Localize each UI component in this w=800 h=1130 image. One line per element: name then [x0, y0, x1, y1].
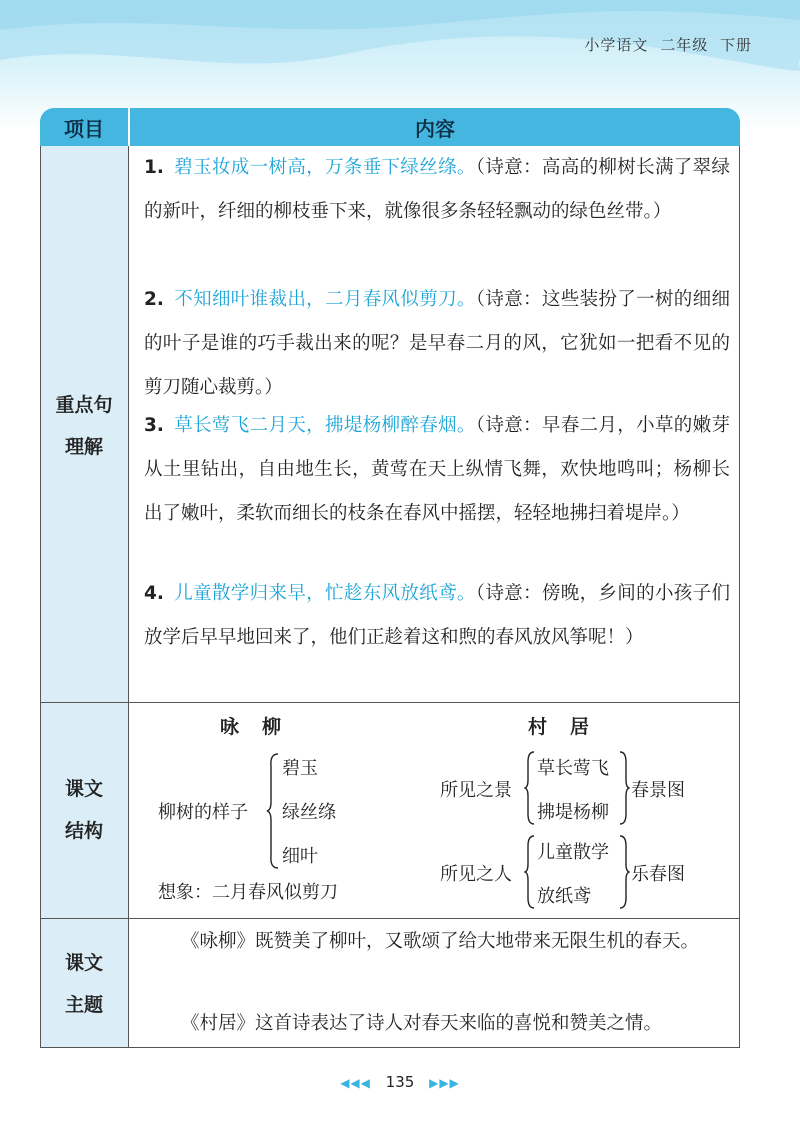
yongliu-title: 咏 柳: [220, 716, 284, 738]
yongliu-root: 柳树的样子: [158, 802, 248, 823]
border-left: [40, 146, 41, 1048]
header-item: 项目: [40, 108, 128, 146]
theme-paragraph-2: 《村居》这首诗表达了诗人对春天来临的喜悦和赞美之情。: [181, 1013, 663, 1034]
border-right: [739, 146, 740, 1048]
cunju-group2-left-brace: [524, 834, 536, 910]
cunju-group1-item-1: 草长莺飞: [537, 758, 609, 779]
cunju-group2-item-1: 儿童散学: [537, 842, 609, 863]
cunju-group1-left-brace: [524, 750, 536, 826]
label-structure: [40, 768, 128, 852]
poem-line: 儿童散学归来早，忙趁东风放纸鸢。: [173, 583, 476, 604]
row-divider-1: [40, 702, 740, 703]
poem-meaning: （诗意：早春二月，小草的嫩芽从土里钻出，自由地生长，黄莺在天上纵情飞舞，欢快地鸣叫；杨柳长出了嫩叶，柔软而细长的枝条在春风中摇摆，轻轻地拂扫着堤岸。）: [144, 415, 730, 524]
item-number: 2.: [144, 289, 164, 310]
poem-meaning: （诗意：高高的柳树长满了翠绿的新叶，纤细的柳枝垂下来，就像很多条轻轻飘动的绿色丝带。）: [144, 157, 730, 222]
label-column: [40, 146, 128, 1048]
header-subject: 小学语文: [584, 36, 649, 54]
sentence-item-2: [144, 278, 730, 410]
poem-line: 碧玉妆成一树高，万条垂下绿丝绦。: [173, 157, 476, 178]
cunju-group2-result: 乐春图: [631, 864, 685, 885]
yongliu-imagine: 想象：二月春风似剪刀: [158, 882, 338, 903]
cunju-group2-root: 所见之人: [440, 864, 512, 885]
poem-meaning: （诗意：傍晚，乡间的小孩子们放学后早早地回来了，他们正趁着这和煦的春风放风筝呢！）: [144, 583, 730, 648]
cunju-group1-root: 所见之景: [440, 780, 512, 801]
page-number: 135: [385, 1073, 415, 1091]
border-bottom: [40, 1047, 740, 1048]
cunju-group2-item-2: 放纸鸢: [537, 886, 591, 907]
column-divider: [128, 146, 129, 1048]
yongliu-branch-2: 绿丝绦: [282, 802, 336, 823]
sentence-item-4: [144, 572, 730, 660]
poem-line: 不知细叶谁裁出，二月春风似剪刀。: [173, 289, 476, 310]
yongliu-branch-1: 碧玉: [282, 758, 318, 779]
yongliu-brace: [266, 752, 280, 870]
label-key-line2: 理解: [64, 436, 103, 458]
yongliu-branch-3: 细叶: [282, 846, 318, 867]
label-theme-line1: 课文: [64, 952, 103, 974]
label-structure-line2: 结构: [64, 820, 103, 842]
sentence-item-3: [144, 404, 730, 536]
summary-table: [40, 108, 740, 1048]
header-grade: 二年级: [660, 36, 709, 54]
cunju-title: 村 居: [528, 716, 592, 738]
header-content: 内容: [130, 108, 740, 146]
poem-line: 草长莺飞二月天，拂堤杨柳醉春烟。: [173, 415, 476, 436]
row-divider-2: [40, 918, 740, 919]
label-key-sentences: [40, 384, 128, 468]
next-arrows-icon: ▶▶▶: [429, 1076, 460, 1090]
sentence-item-1: [144, 146, 730, 234]
label-structure-line1: 课文: [64, 778, 103, 800]
label-theme: [40, 942, 128, 1026]
item-number: 3.: [144, 415, 164, 436]
poem-meaning: （诗意：这些装扮了一树的细细的叶子是谁的巧手裁出来的呢？是早春二月的风，它犹如一把看不见的剪刀随心裁剪。）: [144, 289, 730, 398]
cunju-group2-right-brace: [618, 834, 630, 910]
page-footer: [0, 1073, 800, 1091]
prev-arrows-icon: ◀◀◀: [340, 1076, 371, 1090]
item-number: 1.: [144, 157, 164, 178]
label-key-line1: 重点句: [55, 394, 113, 416]
header-volume: 下册: [719, 36, 752, 54]
cunju-group1-result: 春景图: [631, 780, 685, 801]
theme-paragraph-1: 《咏柳》既赞美了柳叶，又歌颂了给大地带来无限生机的春天。: [181, 931, 700, 952]
item-number: 4.: [144, 583, 164, 604]
page-header: [584, 34, 752, 55]
cunju-group1-item-2: 拂堤杨柳: [537, 802, 609, 823]
cunju-group1-right-brace: [618, 750, 630, 826]
label-theme-line2: 主题: [64, 994, 103, 1016]
